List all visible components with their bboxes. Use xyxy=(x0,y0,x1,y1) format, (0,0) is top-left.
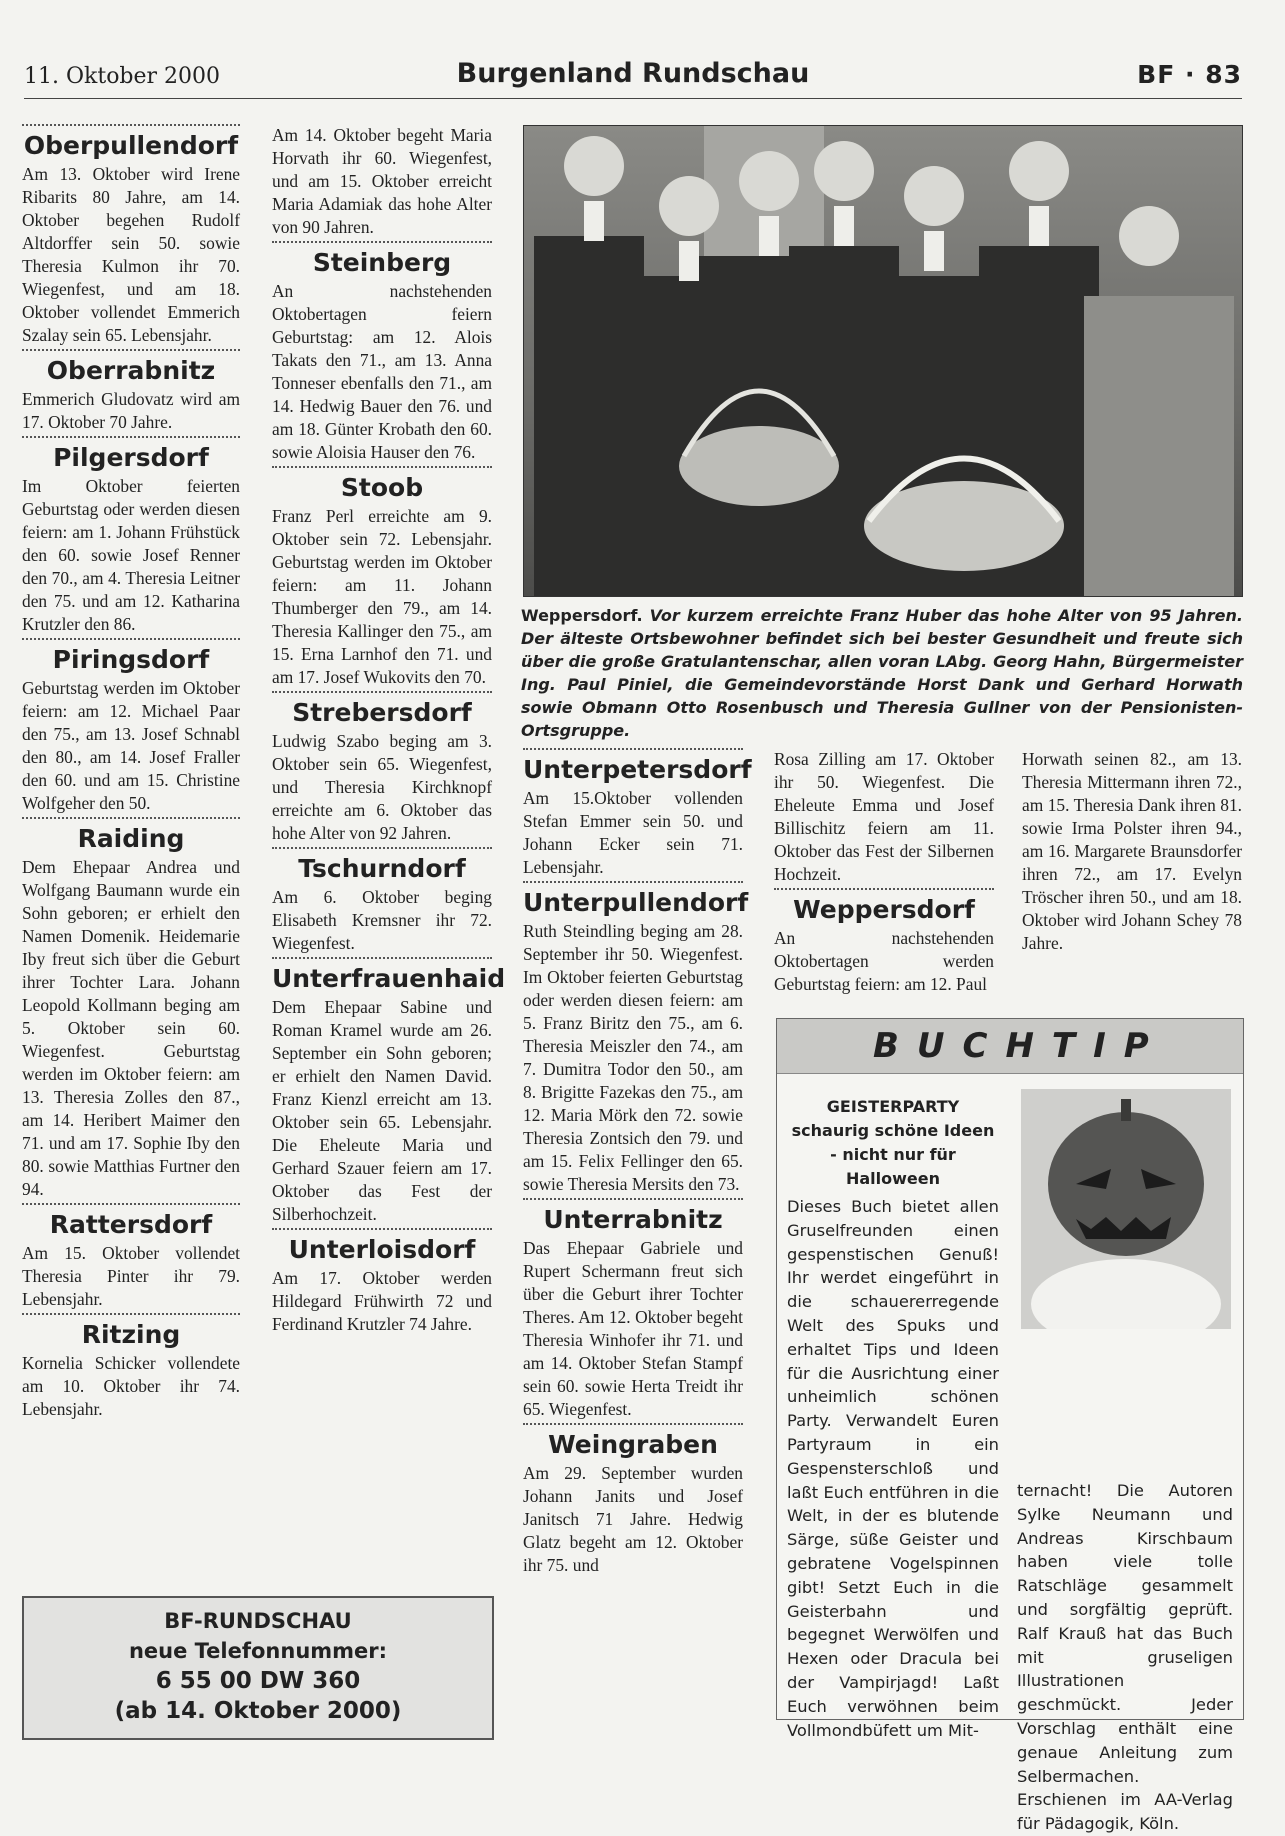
news-section xyxy=(523,881,749,1196)
news-section xyxy=(774,888,994,996)
book-subtitle: schaurig schöne Ideen - nicht nur für Halloween xyxy=(791,1121,995,1188)
news-section xyxy=(272,691,492,845)
news-section xyxy=(272,241,492,464)
book-review-part-2: ternacht! Die Autoren Sylke Neumann und Andreas Kirschbaum haben viele tolle Ratschläge gesammelt und sorgfältig geprüft. Ralf Krauß hat das Buch mit gruseligen Illustrationen geschmückt. Jeder Vorschlag enthält eine genaue Anleitung zum Selbermachen. Erschienen im AA-Verlag für Pädagogik, Köln. xyxy=(1017,1481,1233,1834)
buchtip-heading: BUCHTIP xyxy=(777,1019,1243,1074)
section-heading: Rattersdorf xyxy=(49,1210,213,1239)
book-title: GEISTERPARTY xyxy=(826,1097,960,1116)
news-section xyxy=(272,1228,492,1336)
news-section xyxy=(272,124,492,239)
notice-line-2: neue Telefonnummer: xyxy=(128,1639,388,1663)
dotted-divider xyxy=(272,1228,492,1230)
section-heading: Unterpullendorf xyxy=(523,888,749,917)
section-text: Dem Ehepaar Sabine und Roman Kramel wurde am 26. September ein Sohn geboren; er erhielt den Namen David. Franz Kienzl erreicht am 13. Oktober sein 65. Lebensjahr. Die Eheleute Maria und Gerhard Szauer feiern am 17. Oktober das Fest der Silberhochzeit. xyxy=(272,997,492,1224)
dotted-divider xyxy=(22,817,240,819)
section-heading: Steinberg xyxy=(312,248,452,277)
dotted-divider xyxy=(272,847,492,849)
section-text: Franz Perl erreichte am 9. Oktober sein 72. Lebensjahr. Geburtstag werden im Oktober feiern: am 11. Johann Thumberger den 79., am 14. Theresia Kallinger den 75., am 15. Erna Larnhof den 71. und am 17. Josef Wukovits den 70. xyxy=(272,506,492,687)
dotted-divider xyxy=(272,957,492,959)
column-4 xyxy=(774,748,994,998)
book-title-block xyxy=(787,1095,999,1191)
column-5 xyxy=(1022,748,1242,957)
column-1 xyxy=(22,124,240,1423)
book-review-part-1: Dieses Buch bietet allen Gruselfreunden einen gespenstischen Genuß! Ihr werdet eingeführt in die schauererregende Welt des Spuks und erhaltet Tips und Ideen für die Ausrichtung einer unheimlich schönen Party. Verwandelt Euren Partyraum in ein Gespensterschloß und laßt Euch entführen in die Welt, in der es blutende Särge, süße Geister und gebratene Vogelspinnen gibt! Setzt Euch in die Geisterbahn und begegnet Werwölfen und Hexen oder Dracula bei der Vampirjagd! Laßt Euch verwöhnen beim Vollmondbüfett um Mit- xyxy=(787,1197,999,1740)
news-section xyxy=(1022,748,1242,955)
dotted-divider xyxy=(523,1423,743,1425)
notice-line-1: BF-RUNDSCHAU xyxy=(164,1609,352,1633)
section-heading: Pilgersdorf xyxy=(53,443,209,472)
section-text: An nachstehenden Oktobertagen werden Geburtstag feiern: am 12. Paul xyxy=(774,928,994,994)
group-photo-illustration xyxy=(524,126,1242,596)
caption-text: Vor kurzem erreichte Franz Huber das hohe Alter von 95 Jahren. Der älteste Ortsbewohner befindet sich bei bester Gesundheit und freute sich über die große Gratulantenschar, allen voran LAbg. Georg Hahn, Bürgermeister Ing. Paul Piniel, die Gemeindevorstände Horst Dank und Gerhard Horwath sowie Obmann Otto Rosenbusch und Theresia Gullner von der Pensionisten-Ortsgruppe. xyxy=(521,606,1244,740)
notice-line-4: (ab 14. Oktober 2000) xyxy=(114,1698,402,1724)
dotted-divider xyxy=(22,1203,240,1205)
section-heading: Unterrabnitz xyxy=(543,1205,723,1234)
phone-notice-box xyxy=(22,1596,494,1740)
news-section xyxy=(523,1198,743,1421)
section-heading: Unterfrauenhaid xyxy=(272,964,506,993)
dotted-divider xyxy=(272,691,492,693)
section-heading: Raiding xyxy=(77,824,185,853)
photo-caption xyxy=(521,604,1243,742)
book-illustration xyxy=(1021,1089,1231,1329)
newspaper-title: Burgenland Rundschau xyxy=(456,58,810,89)
news-section xyxy=(22,817,240,1201)
news-section xyxy=(22,1313,240,1421)
section-text: Kornelia Schicker vollendete am 10. Oktober ihr 74. Lebensjahr. xyxy=(22,1353,240,1419)
section-text: Rosa Zilling am 17. Oktober ihr 50. Wiegenfest. Die Eheleute Emma und Josef Billischitz feiern am 11. Oktober das Fest der Silbernen Hochzeit. xyxy=(774,749,994,884)
dotted-divider xyxy=(22,1313,240,1315)
pumpkin-illustration xyxy=(1021,1089,1231,1329)
news-section xyxy=(22,436,240,636)
section-text: Geburtstag werden im Oktober feiern: am 12. Michael Paar den 75., am 13. Josef Schnabl den 80., am 14. Josef Fraller den 60. und am 15. Christine Wolfgeher den 50. xyxy=(22,678,240,813)
page-number: BF · 83 xyxy=(1137,60,1242,89)
dotted-divider xyxy=(22,124,240,126)
news-section xyxy=(22,124,240,347)
caption-place: Weppersdorf. xyxy=(521,606,643,625)
news-section xyxy=(774,748,994,886)
section-text: Am 15. Oktober vollendet Theresia Pinter ihr 79. Lebensjahr. xyxy=(22,1243,240,1309)
news-section xyxy=(523,748,752,879)
dotted-divider xyxy=(22,436,240,438)
section-heading: Weppersdorf xyxy=(793,895,975,924)
news-section xyxy=(22,638,240,815)
section-heading: Ritzing xyxy=(81,1320,181,1349)
section-text: Im Oktober feierten Geburtstag oder werden diesen feiern: am 1. Johann Frühstück den 60. sowie Josef Renner den 70., am 4. Theresia Leitner den 75. und am 12. Katharina Krutzler den 86. xyxy=(22,476,240,634)
dotted-divider xyxy=(22,349,240,351)
section-text: Am 17. Oktober werden Hildegard Frühwirth 72 und Ferdinand Krutzler 74 Jahre. xyxy=(272,1268,492,1334)
section-heading: Tschurndorf xyxy=(298,854,466,883)
section-heading: Unterloisdorf xyxy=(288,1235,476,1264)
group-photo xyxy=(523,125,1243,597)
issue-date: 11. Oktober 2000 xyxy=(24,64,221,89)
news-section xyxy=(272,466,492,689)
news-section xyxy=(22,1203,240,1311)
news-section xyxy=(523,1423,743,1577)
section-heading: Strebersdorf xyxy=(292,698,472,727)
dotted-divider xyxy=(523,1198,743,1200)
section-text: Ludwig Szabo beging am 3. Oktober sein 65. Wiegenfest, und Theresia Kirchknopf erreichte am 6. Oktober das hohe Alter von 92 Jahren. xyxy=(272,731,492,843)
news-section xyxy=(22,349,240,434)
section-text: Am 6. Oktober beging Elisabeth Kremsner ihr 72. Wiegenfest. xyxy=(272,887,492,953)
news-section xyxy=(272,847,492,955)
section-text: Ruth Steindling beging am 28. September ihr 50. Wiegenfest. Im Oktober feierten Geburtstag oder werden diesen feiern: am 5. Franz Biritz den 75., am 6. Theresia Meiszler den 74., am 7. Dumitra Todor den 50., am 8. Brigitte Fazekas den 75., am 12. Maria Mörk den 72. sowie Theresia Zontsich den 79. und am 15. Felix Fellinger den 65. sowie Theresia Mersits den 73. xyxy=(523,921,743,1194)
dotted-divider xyxy=(22,638,240,640)
section-heading: Oberpullendorf xyxy=(23,131,239,160)
section-heading: Stoob xyxy=(340,473,424,502)
section-text: Das Ehepaar Gabriele und Rupert Schermann freut sich über die Geburt ihrer Tochter Theres. Am 12. Oktober begeht Theresia Winhofer ihr 71. und am 14. Oktober Stefan Stampf sein 60. sowie Herta Treidt ihr 65. Wiegenfest. xyxy=(523,1238,743,1419)
section-heading: Unterpetersdorf xyxy=(523,755,752,784)
notice-line-3: 6 55 00 DW 360 xyxy=(155,1668,361,1694)
dotted-divider xyxy=(774,888,994,890)
dotted-divider xyxy=(523,881,743,883)
section-heading: Weingraben xyxy=(548,1430,718,1459)
news-section xyxy=(272,957,506,1226)
buchtip-box xyxy=(776,1018,1244,1834)
section-text: An nachstehenden Oktobertagen feiern Geburtstag: am 12. Alois Takats den 71., am 13. Anna Tonneser ebenfalls den 71., am 14. Hedwig Bauer den 76. und am 18. Günter Krobath den 60. sowie Aloisia Hauser den 76. xyxy=(272,281,492,462)
section-text: Am 29. September wurden Johann Janits und Josef Janitsch 71 Jahre. Hedwig Glatz begeht am 12. Oktober ihr 75. und xyxy=(523,1463,743,1575)
section-text: Horwath seinen 82., am 13. Theresia Mittermann ihren 72., am 15. Theresia Dank ihren 81. sowie Irma Polster ihren 94., am 16. Margarete Braunsdorfer ihren 72., am 17. Evelyn Tröscher ihren 50., und am 18. Oktober wird Johann Schey 78 Jahre. xyxy=(1022,749,1242,953)
page-header xyxy=(24,58,1242,99)
section-text: Dem Ehepaar Andrea und Wolfgang Baumann wurde ein Sohn geboren; er erhielt den Namen Domenik. Heidemarie Iby freut sich über die Geburt ihrer Tochter Lara. Johann Leopold Kollmann beging am 5. Oktober sein 60. Wiegenfest. Geburtstag werden im Oktober feiern: am 13. Theresia Zolles den 87., am 14. Heribert Maimer den 71. und am 17. Sophie Iby den 80. sowie Matthias Furtner den 94. xyxy=(22,857,240,1199)
dotted-divider xyxy=(523,748,743,750)
section-text: Emmerich Gludovatz wird am 17. Oktober 70 Jahre. xyxy=(22,389,240,432)
section-heading: Oberrabnitz xyxy=(46,356,216,385)
section-text: Am 14. Oktober begeht Maria Horvath ihr 60. Wiegenfest, und am 15. Oktober erreicht Maria Adamiak das hohe Alter von 90 Jahren. xyxy=(272,125,492,237)
section-text: Am 13. Oktober wird Irene Ribarits 80 Jahre, am 14. Oktober begehen Rudolf Altdorffer sein 50. sowie Theresia Kulmon ihr 70. Wiegenfest, und am 18. Oktober vollendet Emmerich Szalay sein 65. Lebensjahr. xyxy=(22,164,240,345)
column-2 xyxy=(272,124,506,1338)
dotted-divider xyxy=(272,466,492,468)
column-3 xyxy=(523,748,752,1579)
dotted-divider xyxy=(272,241,492,243)
section-text: Am 15.Oktober vollenden Stefan Emmer sein 50. und Johann Ecker sein 71. Lebensjahr. xyxy=(523,788,743,877)
section-heading: Piringsdorf xyxy=(52,645,210,674)
